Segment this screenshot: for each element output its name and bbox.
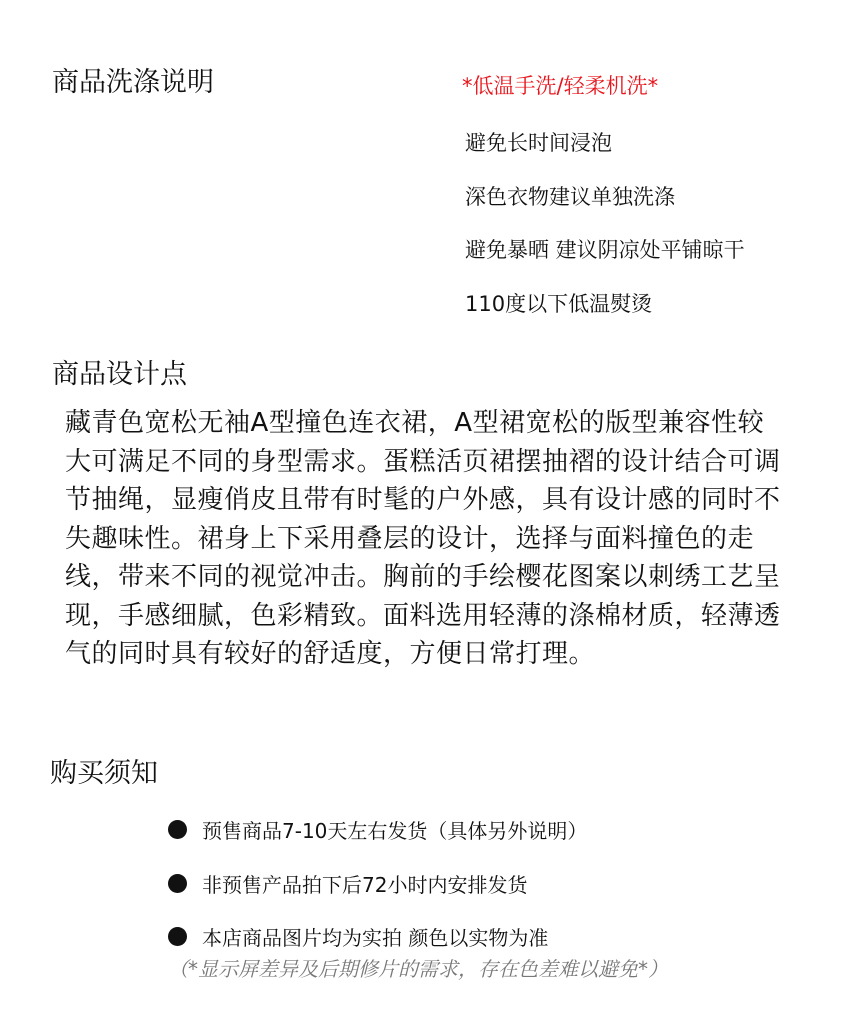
wash-highlight: *低温手洗/轻柔机洗* (462, 74, 659, 98)
bullet-icon (168, 927, 187, 946)
notice-item-text: 非预售产品拍下后72小时内安排发货 (202, 873, 528, 897)
wash-item: 避免长时间浸泡 (465, 131, 612, 155)
wash-heading: 商品洗涤说明 (52, 67, 214, 98)
design-description: 藏青色宽松无袖A型撞色连衣裙，A型裙宽松的版型兼容性较大可满足不同的身型需求。蛋糕活页裙摆抽褶的设计结合可调节抽绳，显瘦俏皮且带有时髦的户外感，具有设计感的同时不失趣味性。裙身上下采用叠层的设计，选择与面料撞色的走线，带来不同的视觉冲击。胸前的手绘樱花图案以刺绣工艺呈现，手感细腻，色彩精致。面料选用轻薄的涤棉材质，轻薄透气的同时具有较好的舒适度，方便日常打理。 (65, 408, 781, 669)
notice-item (168, 922, 548, 951)
notice-item-text: 本店商品图片均为实拍 颜色以实物为准 (202, 926, 549, 950)
notice-footnote: （*显示屏差异及后期修片的需求，存在色差难以避免*） (168, 957, 668, 981)
design-heading: 商品设计点 (52, 359, 187, 390)
bullet-icon (168, 820, 187, 839)
notice-item (168, 815, 587, 844)
wash-item: 避免暴晒 建议阴凉处平铺晾干 (465, 238, 745, 262)
bullet-icon (168, 874, 187, 893)
wash-item: 110度以下低温熨烫 (465, 292, 653, 316)
notice-item (168, 869, 527, 898)
notice-heading: 购买须知 (50, 758, 158, 789)
wash-item: 深色衣物建议单独洗涤 (465, 185, 675, 209)
notice-item-text: 预售商品7-10天左右发货（具体另外说明） (202, 819, 588, 843)
